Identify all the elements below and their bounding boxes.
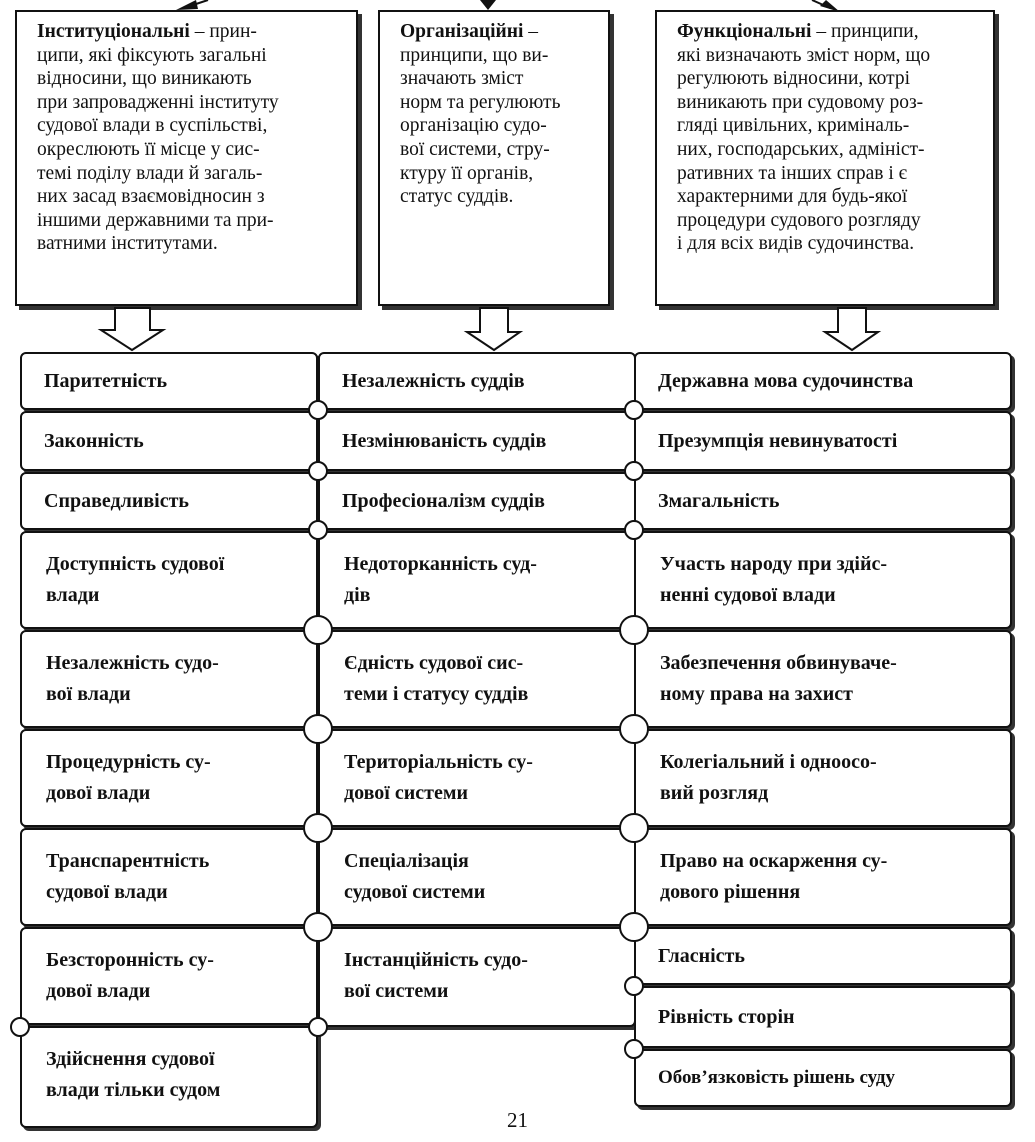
connector-knot <box>619 615 649 645</box>
principle-cell: Спеціалізація судової системи <box>318 828 636 926</box>
connector-knot <box>619 714 649 744</box>
principle-cell: Територіальність су- дової системи <box>318 729 636 827</box>
principle-cell: Змагальність <box>634 472 1012 530</box>
principle-cell: Транспарентність судової влади <box>20 828 318 926</box>
connector-arrows <box>0 0 1035 360</box>
principle-cell: Здійснення судової влади тільки судом <box>20 1026 318 1128</box>
connector-knot <box>10 1017 30 1037</box>
connector-knot <box>303 615 333 645</box>
connector-knot <box>624 976 644 996</box>
organizational-principles-box: Організаційні – принципи, що ви- значають зміст норм та регулюють організацію судо- вої системи, стру- ктуру її органів, статус суддів. <box>378 10 610 306</box>
connector-knot <box>303 813 333 843</box>
principle-cell: Недоторканність суд- дів <box>318 531 636 629</box>
organizational-term: Організаційні <box>400 21 524 42</box>
institutional-term: Інституціональні <box>37 21 190 42</box>
institutional-principles-box: Інституціональні – прин- ципи, які фіксують загальні відносини, що виникають при запровадженні інституту судової влади в суспільстві, окреслюють її місце у сис- темі поділу влади й загаль- них засад взаємовідносин з іншими державними та при- ватними інститутами. <box>15 10 358 306</box>
principle-cell: Забезпечення обвинуваче- ному права на захист <box>634 630 1012 728</box>
down-arrow-left <box>101 308 163 350</box>
principle-cell: Справедливість <box>20 472 318 530</box>
connector-knot <box>308 461 328 481</box>
principle-cell: Безсторонність су- дової влади <box>20 927 318 1025</box>
principle-cell: Участь народу при здійс- ненні судової влади <box>634 531 1012 629</box>
principle-cell: Незмінюваність суддів <box>318 411 636 471</box>
principle-cell: Обов’язковість рішень суду <box>634 1049 1012 1107</box>
principle-cell: Презумпція невинуватості <box>634 411 1012 471</box>
down-arrow-right <box>825 308 878 350</box>
principle-cell: Право на оскарження су- дового рішення <box>634 828 1012 926</box>
functional-term: Функціональні <box>677 21 812 42</box>
connector-knot <box>624 400 644 420</box>
connector-knot <box>619 912 649 942</box>
principle-cell: Доступність судової влади <box>20 531 318 629</box>
principle-cell: Незалежність судо- вої влади <box>20 630 318 728</box>
principle-cell: Рівність сторін <box>634 986 1012 1048</box>
functional-principles-box: Функціональні – принципи, які визначають зміст норм, що регулюють відносини, котрі виникають при судовому роз- гляді цивільних, криміналь- них, господарських, адмініст- ративних та інших справ і є характерними для будь-якої процедури судового розгляду і для всіх видів судочинства. <box>655 10 995 306</box>
page-number: 21 <box>507 1108 528 1132</box>
principle-cell: Законність <box>20 411 318 471</box>
institutional-principles-column <box>20 352 318 1142</box>
connector-knot <box>308 520 328 540</box>
connector-knot <box>624 461 644 481</box>
principle-cell: Процедурність су- дової влади <box>20 729 318 827</box>
principle-cell: Державна мова судочинства <box>634 352 1012 410</box>
organizational-principles-column <box>318 352 636 1032</box>
principle-cell: Гласність <box>634 927 1012 985</box>
principle-cell: Незалежність суддів <box>318 352 636 410</box>
principle-cell: Колегіальний і одноосо- вий розгляд <box>634 729 1012 827</box>
principle-cell: Інстанційність судо- вої системи <box>318 927 636 1027</box>
connector-knot <box>303 912 333 942</box>
connector-knot <box>303 714 333 744</box>
principle-cell: Єдність судової сис- теми і статусу суддів <box>318 630 636 728</box>
connector-knot <box>619 813 649 843</box>
connector-knot <box>624 520 644 540</box>
connector-knot <box>624 1039 644 1059</box>
principle-cell: Професіоналізм суддів <box>318 472 636 530</box>
down-arrow-middle <box>467 308 520 350</box>
connector-knot <box>308 1017 328 1037</box>
connector-knot <box>308 400 328 420</box>
principle-cell: Паритетність <box>20 352 318 410</box>
functional-principles-column <box>634 352 1012 1112</box>
